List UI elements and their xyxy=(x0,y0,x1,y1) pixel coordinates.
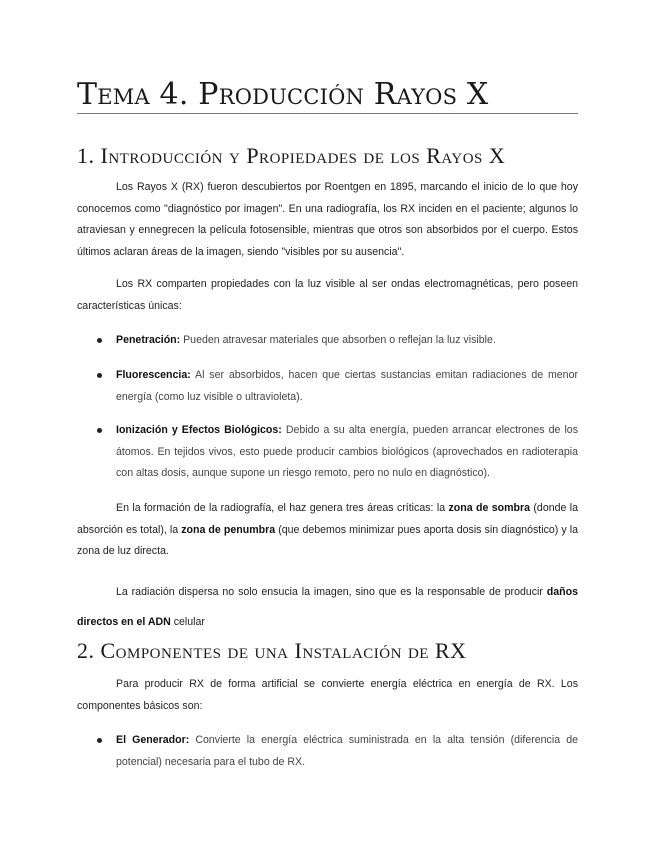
term-zona-penumbra: zona de penumbra xyxy=(181,523,276,536)
list-item-penetracion xyxy=(116,330,578,352)
bullet-icon xyxy=(97,738,102,743)
text-run: (donde la absorción es total), la xyxy=(77,502,579,536)
list-item-text: Debido a su alta energía, pueden arrancar electrones de los átomos. En tejidos vivos, esto puede producir cambios biológicos (aprovechados en radioterapia con altas dosis, aunque supone un riesgo remoto, pero no nulo en diagnóstico). xyxy=(116,424,578,479)
term-danos-adn: daños directos en el ADN xyxy=(77,586,578,628)
bullet-icon xyxy=(97,373,102,378)
list-item-term: Ionización y Efectos Biológicos: xyxy=(116,424,282,436)
text-run: En la formación de la radiografía, el haz genera tres áreas críticas: la xyxy=(116,502,449,514)
section-heading-1: 1. Introducción y Propiedades de los Rayos X xyxy=(77,143,506,168)
list-item-generador xyxy=(116,730,578,773)
paragraph-radiacion-dispersa xyxy=(77,577,578,637)
list-item-text: Al ser absorbidos, hacen que ciertas sustancias emitan radiaciones de menor energía (como luz visible o ultravioleta). xyxy=(116,369,578,403)
bullet-icon xyxy=(97,338,102,343)
list-item-fluorescencia xyxy=(116,365,578,408)
paragraph-properties: Los RX comparten propiedades con la luz visible al ser ondas electromagnéticas, pero poseen características únicas: xyxy=(77,278,578,312)
list-item-term: El Generador: xyxy=(116,734,190,746)
list-item-text: Pueden atravesar materiales que absorben o reflejan la luz visible. xyxy=(180,334,496,346)
paragraph-componentes: Para producir RX de forma artificial se convierte energía eléctrica en energía de RX. Los componentes básicos son: xyxy=(77,678,578,712)
list-item-term: Fluorescencia: xyxy=(116,369,191,381)
page-title: Tema 4. Producción Rayos X xyxy=(77,77,489,112)
term-zona-sombra: zona de sombra xyxy=(448,502,531,514)
bullet-icon xyxy=(97,428,102,433)
list-item-ionizacion xyxy=(116,420,578,485)
text-run: celular xyxy=(170,616,205,628)
list-item-text: Convierte la energía eléctrica suministrada en la alta tensión (diferencia de potencial) necesaria para el tubo de RX. xyxy=(116,734,578,768)
text-run: (que debemos minimizar pues aporta dosis sin diagnóstico) y la zona de luz directa. xyxy=(77,523,579,557)
list-item-term: Penetración: xyxy=(116,334,181,346)
paragraph-zonas xyxy=(77,498,578,563)
paragraph-intro: Los Rayos X (RX) fueron descubiertos por Roentgen en 1895, marcando el inicio de lo que hoy conocemos como "diagnóstico por imagen". En una radiografía, los RX inciden en el paciente; algunos lo atraviesan y ennegrecen la película fotosensible, mientras que otros son absorbidos por el cuerpo. Estos últimos aclaran áreas de la imagen, siendo "visibles por su ausencia". xyxy=(77,181,578,258)
text-run: La radiación dispersa no solo ensucia la imagen, sino que es la responsable de producir xyxy=(116,586,547,598)
section-heading-2: 2. Componentes de una Instalación de RX xyxy=(77,638,467,663)
title-divider xyxy=(77,113,578,114)
